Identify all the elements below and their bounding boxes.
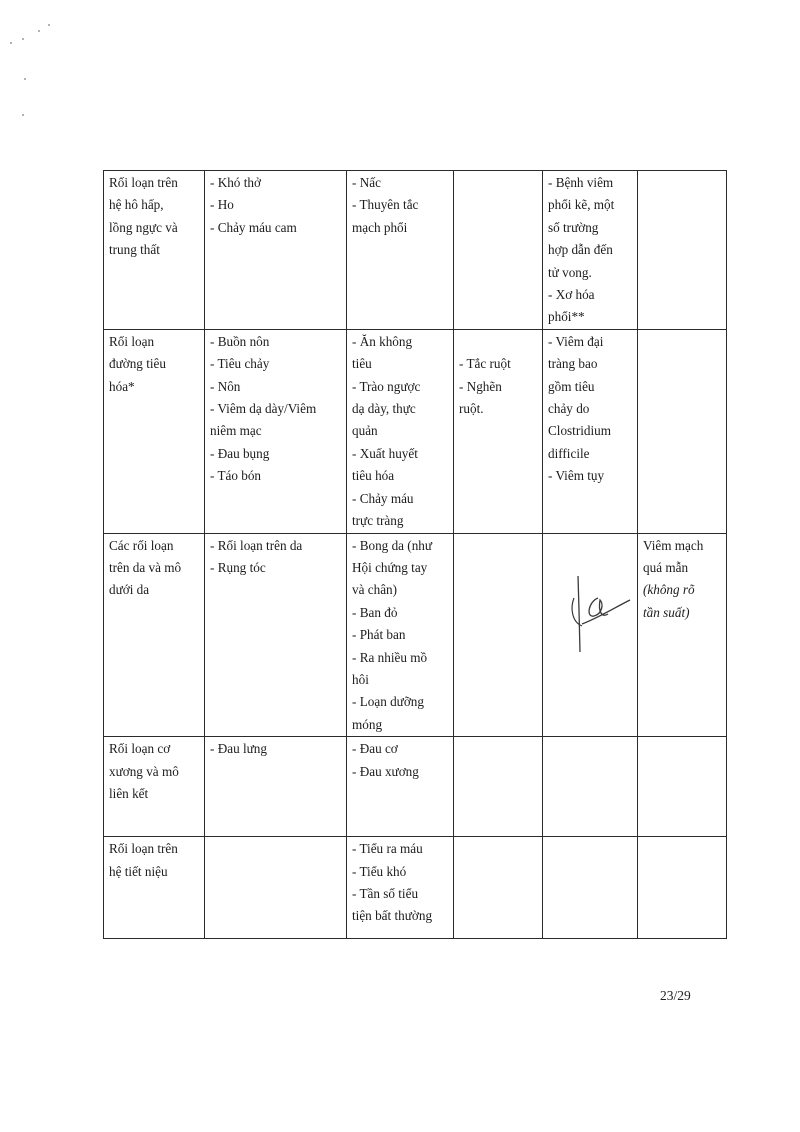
- cell-line: - Chảy máu: [352, 490, 414, 506]
- cell-line: - Đau xương: [352, 763, 419, 779]
- very-common-cell: [205, 329, 347, 533]
- common-cell: [347, 329, 454, 533]
- uncommon-cell: [454, 837, 543, 939]
- common-cell: [347, 837, 454, 939]
- cell-line: - Phát ban: [352, 627, 406, 643]
- organ-cell: [104, 171, 205, 330]
- cell-line: liên kết: [109, 785, 149, 801]
- cell-line: móng: [352, 716, 383, 732]
- uncommon-cell: [454, 533, 543, 737]
- cell-line: hôi: [352, 671, 369, 687]
- uncommon-cell: [454, 171, 543, 330]
- cell-line: - Nghẽn: [459, 378, 502, 394]
- cell-line: - Ho: [210, 197, 234, 213]
- cell-line: - Viêm đại: [548, 333, 604, 349]
- cell-line: - Tiểu ra máu: [352, 841, 423, 857]
- cell-line: - Ra nhiều mồ: [352, 649, 428, 665]
- scan-specks: [8, 20, 68, 140]
- cell-line: ruột.: [459, 401, 484, 417]
- cell-line: - Tần số tiểu: [352, 885, 419, 901]
- cell-line: - Viêm dạ dày/Viêm: [210, 401, 317, 417]
- cell-line: Hội chứng tay: [352, 559, 428, 575]
- cell-line: hệ hô hấp,: [109, 197, 164, 213]
- cell-line: - Buồn nôn: [210, 333, 270, 349]
- rare-cell: [543, 737, 638, 837]
- rare-cell: [543, 329, 638, 533]
- adverse-events-table: [103, 170, 727, 939]
- cell-line: trung thất: [109, 242, 160, 258]
- cell-line: - Tiêu chảy: [210, 356, 270, 372]
- uncommon-cell: [454, 329, 543, 533]
- cell-line: - Xuất huyết: [352, 445, 418, 461]
- table-row-gastrointestinal: [104, 329, 727, 533]
- cell-line: niêm mạc: [210, 423, 262, 439]
- cell-line: trực tràng: [352, 513, 404, 529]
- cell-line: - Chảy máu cam: [210, 219, 297, 235]
- unknown-cell: [638, 737, 727, 837]
- cell-line: Viêm mạch: [643, 537, 704, 553]
- organ-cell: [104, 737, 205, 837]
- cell-line: - Tắc ruột: [459, 356, 511, 372]
- common-cell: [347, 171, 454, 330]
- cell-line: - Rối loạn trên da: [210, 537, 303, 553]
- cell-line: - Loạn dưỡng: [352, 694, 424, 710]
- cell-line: - Thuyên tắc: [352, 197, 419, 213]
- cell-line: - Đau lưng: [210, 741, 267, 757]
- cell-line: - Ăn không: [352, 333, 413, 349]
- very-common-cell: [205, 533, 347, 737]
- cell-line: tiện bất thường: [352, 908, 433, 924]
- table-row-respiratory: [104, 171, 727, 330]
- organ-cell: [104, 837, 205, 939]
- cell-line: xương và mô: [109, 763, 179, 779]
- cell-line: Rối loạn trên: [109, 841, 178, 857]
- cell-line: lồng ngực và: [109, 219, 178, 235]
- cell-line: - Đau bụng: [210, 445, 270, 461]
- rare-cell: [543, 837, 638, 939]
- cell-line: - Viêm tụy: [548, 468, 605, 484]
- table-row-renal: [104, 837, 727, 939]
- cell-line: trên da và mô: [109, 559, 182, 575]
- cell-line: hợp dẫn đến: [548, 242, 613, 258]
- cell-line: - Ban đỏ: [352, 604, 398, 620]
- cell-line: Các rối loạn: [109, 537, 174, 553]
- very-common-cell: [205, 171, 347, 330]
- cell-line: Rối loạn cơ: [109, 741, 171, 757]
- cell-line: dạ dày, thực: [352, 401, 416, 417]
- very-common-cell: [205, 837, 347, 939]
- uncommon-cell: [454, 737, 543, 837]
- cell-line: đường tiêu: [109, 356, 166, 372]
- cell-line: Clostridium: [548, 423, 612, 439]
- cell-line: (không rõ: [643, 582, 695, 598]
- cell-line: - Trào ngược: [352, 378, 421, 394]
- cell-line: difficile: [548, 445, 590, 461]
- unknown-cell: [638, 837, 727, 939]
- unknown-cell: [638, 171, 727, 330]
- cell-line: - Đau cơ: [352, 741, 398, 757]
- cell-line: số trường: [548, 219, 599, 235]
- cell-line: tử vong.: [548, 264, 592, 280]
- unknown-cell: [638, 533, 727, 737]
- cell-line: tràng bao: [548, 356, 598, 372]
- cell-line: phổi kẽ, một: [548, 197, 615, 213]
- common-cell: [347, 737, 454, 837]
- organ-cell: [104, 329, 205, 533]
- cell-line: Rối loạn: [109, 333, 155, 349]
- cell-line: - Khó thở: [210, 175, 261, 190]
- cell-line: gồm tiêu: [548, 378, 595, 394]
- common-cell: [347, 533, 454, 737]
- cell-line: - Táo bón: [210, 468, 262, 484]
- cell-line: hóa*: [109, 378, 135, 394]
- cell-line: - Nấc: [352, 175, 381, 190]
- cell-line: - Bong da (như: [352, 537, 433, 553]
- very-common-cell: [205, 737, 347, 837]
- handwritten-initial-mark: [568, 570, 632, 660]
- page-number: 23/29: [660, 988, 691, 1003]
- cell-line: quản: [352, 423, 378, 439]
- table-row-musculoskeletal: [104, 737, 727, 837]
- cell-line: chảy do: [548, 401, 590, 417]
- cell-line: - Nôn: [210, 378, 241, 394]
- organ-cell: [104, 533, 205, 737]
- cell-line: quá mẫn: [643, 559, 689, 575]
- cell-line: - Bệnh viêm: [548, 175, 614, 190]
- cell-line: - Rụng tóc: [210, 559, 266, 575]
- cell-line: - Xơ hóa: [548, 287, 595, 303]
- cell-line: phổi**: [548, 309, 585, 325]
- cell-line: và chân): [352, 582, 398, 598]
- cell-line: mạch phổi: [352, 219, 408, 235]
- cell-line: dưới da: [109, 582, 150, 598]
- cell-line: - Tiểu khó: [352, 863, 407, 879]
- cell-line: tiêu hóa: [352, 468, 395, 484]
- rare-cell: [543, 171, 638, 330]
- unknown-cell: [638, 329, 727, 533]
- table-row-skin: [104, 533, 727, 737]
- cell-line: tần suất): [643, 604, 690, 620]
- cell-line: Rối loạn trên: [109, 175, 178, 190]
- cell-line: [459, 331, 537, 353]
- cell-line: hệ tiết niệu: [109, 863, 168, 879]
- cell-line: tiêu: [352, 356, 372, 372]
